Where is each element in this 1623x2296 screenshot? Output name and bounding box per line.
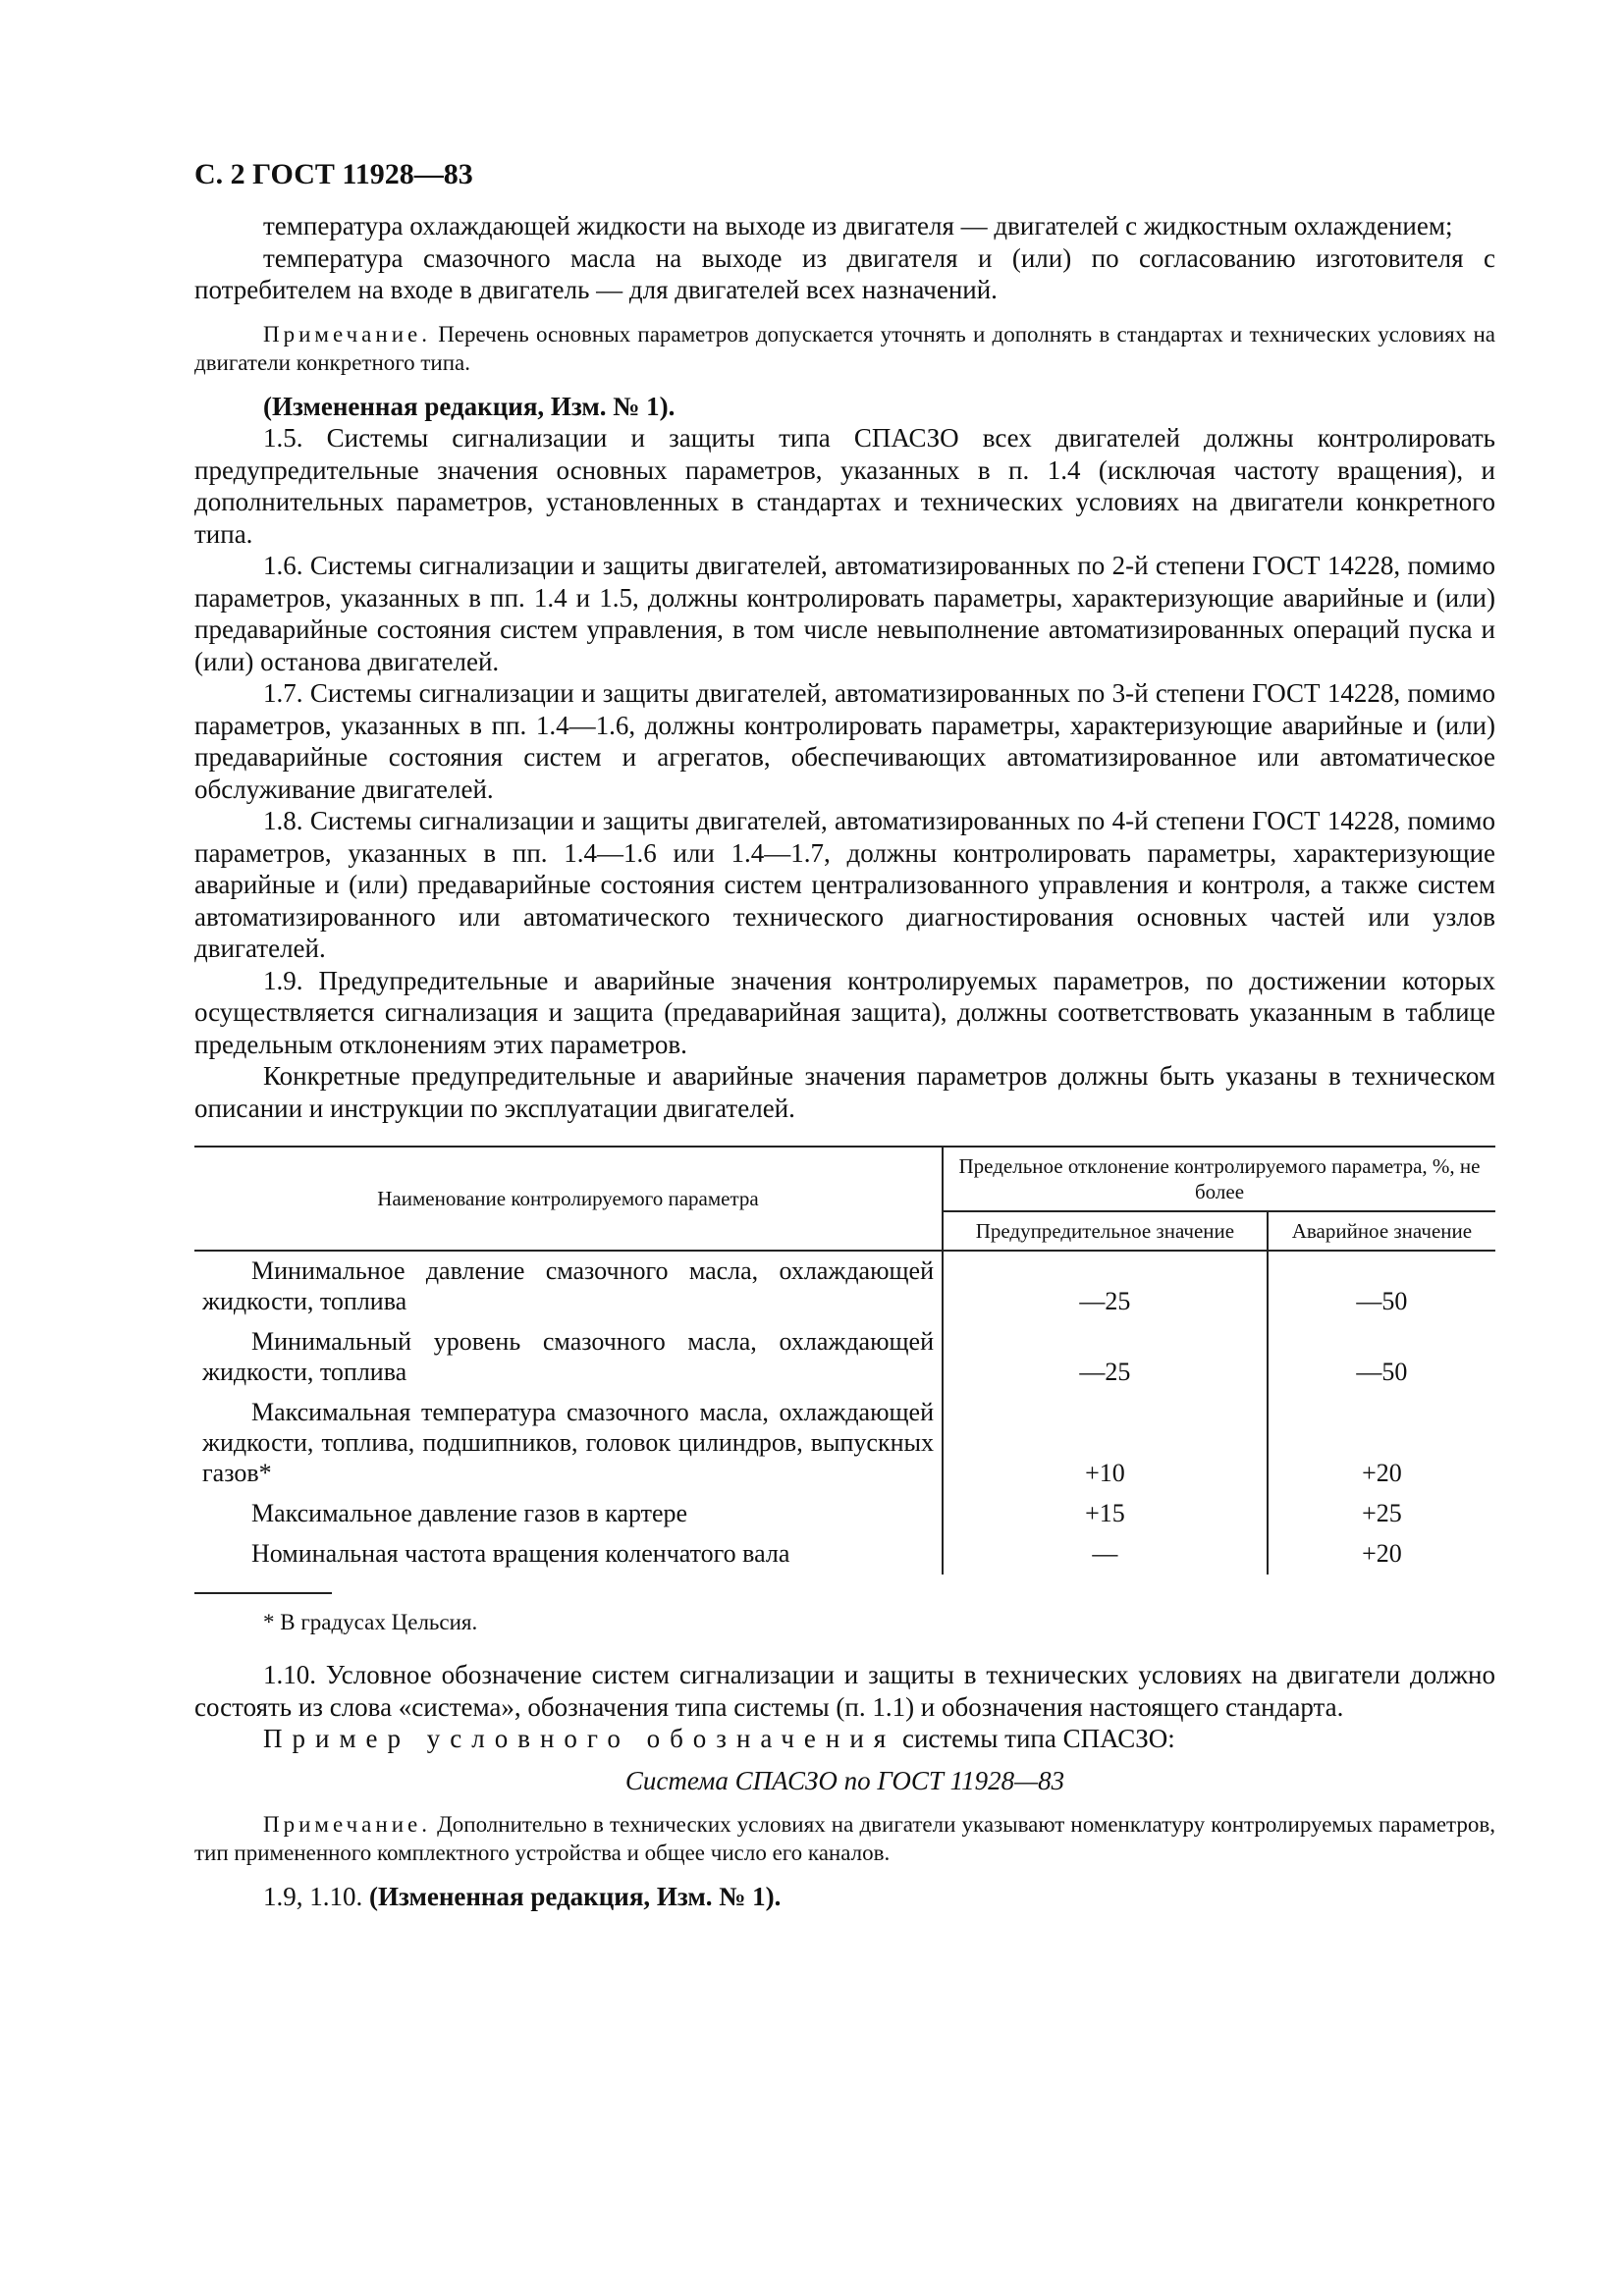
row-warning-value: —25 xyxy=(943,1251,1268,1322)
column-header-parameter-name: Наименование контролируемого параметра xyxy=(194,1147,943,1251)
column-header-deviation-group: Предельное отклонение контролируемого параметра, %, не более xyxy=(943,1147,1495,1211)
table-row xyxy=(194,1534,1495,1575)
designation-example-text: системы типа СПАСЗО: xyxy=(895,1724,1175,1753)
designation-example-label: Пример условного обозначения xyxy=(263,1724,896,1753)
row-warning-value: +15 xyxy=(943,1494,1268,1534)
row-alarm-value: +20 xyxy=(1268,1393,1495,1494)
row-parameter-name: Минимальное давление смазочного масла, охлаждающей жидкости, топлива xyxy=(202,1256,934,1315)
row-alarm-value: —50 xyxy=(1268,1322,1495,1393)
row-alarm-value: +20 xyxy=(1268,1534,1495,1575)
table-row xyxy=(194,1393,1495,1494)
intro-paragraph-2: температура смазочного масла на выходе из двигателя и (или) по согласованию изготовителя с потребителем на входе в двигатель — для двигателей всех назначений. xyxy=(194,242,1495,304)
clause-1-9: 1.9. Предупредительные и аварийные значения контролируемых параметров, по достижении которых осуществляется сигнализация и защита (предаварийная защита), должны соответствовать указанным в таблице предельным отклонениям этих параметров. xyxy=(194,965,1495,1059)
clause-1-5: 1.5. Системы сигнализации и защиты типа СПАСЗО всех двигателей должны контролировать предупредительные значения основных параметров, указанных в п. 1.4 (исключая частоту вращения), и дополнительных параметров, установленных в стандартах и технических условиях на двигатели конкретного типа. xyxy=(194,423,1495,549)
row-warning-value: — xyxy=(943,1534,1268,1575)
table-row xyxy=(194,1251,1495,1322)
note-2 xyxy=(194,1810,1495,1867)
parameters-table xyxy=(194,1146,1495,1575)
note-1-text: Перечень основных параметров допускается уточнять и дополнять в стандартах и технических условиях на двигатели конкретного типа. xyxy=(194,321,1495,375)
row-parameter-name: Минимальный уровень смазочного масла, охлаждающей жидкости, топлива xyxy=(202,1327,934,1386)
note-2-text: Дополнительно в технических условиях на двигатели указывают номенклатуру контролируемых параметров, тип примененного комплектного устройства и общее число его каналов. xyxy=(194,1812,1495,1865)
amendment-note-1: (Измененная редакция, Изм. № 1). xyxy=(263,391,676,421)
column-header-warning-value: Предупредительное значение xyxy=(943,1211,1268,1251)
row-alarm-value: —50 xyxy=(1268,1251,1495,1322)
row-parameter-name: Номинальная частота вращения коленчатого вала xyxy=(251,1539,790,1568)
clause-1-8: 1.8. Системы сигнализации и защиты двигателей, автоматизированных по 4-й степени ГОСТ 14228, помимо параметров, указанных в пп. 1.4—1.6 или 1.4—1.7, должны контролировать параметры, характеризующие аварийные и (или) предаварийные состояния систем централизованного управления и контроля, а также систем автоматизированного или автоматического технического диагностирования основных частей или узлов двигателей. xyxy=(194,806,1495,963)
table-row xyxy=(194,1322,1495,1393)
designation-sample: Система СПАСЗО по ГОСТ 11928—83 xyxy=(624,1765,1065,1795)
clause-1-6: 1.6. Системы сигнализации и защиты двигателей, автоматизированных по 2-й степени ГОСТ 14228, помимо параметров, указанных в пп. 1.4 и 1.5, должны контролировать параметры, характеризующие аварийные и (или) предаварийные состояния систем управления, в том числе невыполнение автоматизированных операций пуска и (или) останова двигателей. xyxy=(194,551,1495,676)
column-header-alarm-value: Аварийное значение xyxy=(1268,1211,1495,1251)
row-warning-value: —25 xyxy=(943,1322,1268,1393)
table-footnote: * В градусах Цельсия. xyxy=(263,1610,478,1634)
amendment-note-2-text: (Измененная редакция, Изм. № 1). xyxy=(369,1882,782,1911)
designation-example xyxy=(194,1723,1495,1755)
page-header: С. 2 ГОСТ 11928—83 xyxy=(194,158,473,190)
intro-paragraph-1: температура охлаждающей жидкости на выходе из двигателя — двигателей с жидкостным охлаждением; xyxy=(263,211,1453,240)
footnote-divider xyxy=(194,1592,332,1594)
row-alarm-value: +25 xyxy=(1268,1494,1495,1534)
note-1 xyxy=(194,320,1495,377)
row-warning-value: +10 xyxy=(943,1393,1268,1494)
amendment-note-2 xyxy=(194,1881,1495,1913)
note-2-label: Примечание. xyxy=(263,1812,431,1837)
document-page xyxy=(194,157,1495,1913)
table-row xyxy=(194,1494,1495,1534)
note-1-label: Примечание. xyxy=(263,321,431,347)
row-parameter-name: Максимальная температура смазочного масла, охлаждающей жидкости, топлива, подшипников, головок цилиндров, выпускных газов* xyxy=(202,1398,934,1487)
amendment-note-2-prefix: 1.9, 1.10. xyxy=(263,1882,369,1911)
clause-1-7: 1.7. Системы сигнализации и защиты двигателей, автоматизированных по 3-й степени ГОСТ 14228, помимо параметров, указанных в пп. 1.4—1.6, должны контролировать параметры, характеризующие аварийные и (или) предаварийные состояния систем и агрегатов, обеспечивающих автоматизированное или автоматическое обслуживание двигателей. xyxy=(194,678,1495,804)
row-parameter-name: Максимальное давление газов в картере xyxy=(251,1499,688,1527)
clause-1-10: 1.10. Условное обозначение систем сигнализации и защиты в технических условиях на двигатели должно состоять из слова «система», обозначения типа системы (п. 1.1) и обозначения настоящего стандарта. xyxy=(194,1660,1495,1722)
clause-1-9-continuation: Конкретные предупредительные и аварийные значения параметров должны быть указаны в техническом описании и инструкции по эксплуатации двигателей. xyxy=(194,1061,1495,1123)
